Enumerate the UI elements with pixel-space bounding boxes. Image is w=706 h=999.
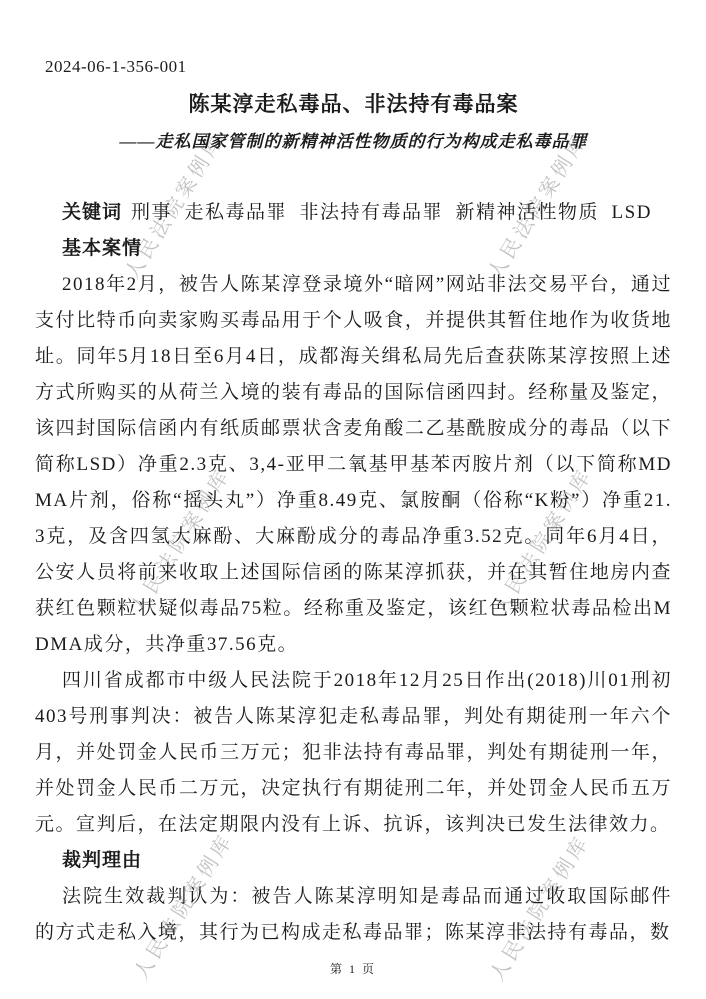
basic-facts-paragraph-1: 2018年2月，被告人陈某淳登录境外“暗网”网站非法交易平台，通过支付比特币向卖家购买毒品用于个人吸食，并提供其暂住地作为收货地址。同年5月18日至6月4日，成都海关缉私局先后查获陈某淳按照上述方式所购买的从荷兰入境的装有毒品的国际信函四封。经称量及鉴定，该四封国际信函内有纸质邮票状含麦角酸二乙基酰胺成分的毒品（以下简称LSD）净重2.3克、3,4-亚甲二氧基甲基苯丙胺片剂（以下简称MDMA片剂，俗称“摇头丸”）净重8.49克、氯胺酮（俗称“K粉”）净重21.3克，及含四氢大麻酚、大麻酚成分的毒品净重3.52克。同年6月4日，公安人员将前来收取上述国际信函的陈某淳抓获，并在其暂住地房内查获红色颗粒状疑似毒品75粒。经称重及鉴定，该红色颗粒状毒品检出MDMA成分，共净重37.56克。 <box>35 274 672 655</box>
keywords-line <box>35 195 672 231</box>
watermark-text: 人民法院案例库 <box>130 829 238 984</box>
watermark-text: 人民法院案例库 <box>121 129 229 284</box>
keywords-label: 关键词 <box>62 202 123 223</box>
case-subtitle: ——走私国家管制的新精神活性物质的行为构成走私毒品罪 <box>119 132 588 151</box>
section-heading-basic-facts: 基本案情 <box>62 238 143 259</box>
watermark-text: 人民法院案例库 <box>127 464 235 619</box>
basic-facts-paragraph-2: 四川省成都市中级人民法院于2018年12月25日作出(2018)川01刑初403号刑事判决：被告人陈某淳犯走私毒品罪，判处有期徒刑一年六个月，并处罚金人民币三万元；犯非法持有毒品罪，判处有期徒刑一年，并处罚金人民币二万元，决定执行有期徒刑二年，并处罚金人民币五万元。宣判后，在法定期限内没有上诉、抗诉，该判决已发生法律效力。 <box>35 670 672 835</box>
keywords-list: 刑事 走私毒品罪 非法持有毒品罪 新精神活性物质 LSD <box>131 202 652 223</box>
case-title: 陈某淳走私毒品、非法持有毒品案 <box>188 92 519 116</box>
judgment-reasons-paragraph-1: 法院生效裁判认为：被告人陈某淳明知是毒品而通过收取国际邮件的方式走私入境，其行为已构成走私毒品罪；陈某淳非法持有毒品，数 <box>35 886 672 943</box>
case-reference-number: 2024-06-1-356-001 <box>45 57 187 76</box>
watermark-text: 人民法院案例库 <box>484 129 592 284</box>
watermark-text: 人民法院案例库 <box>489 464 597 619</box>
section-heading-judgment-reasons: 裁判理由 <box>62 850 143 871</box>
page-number: 第 1 页 <box>329 962 376 976</box>
watermark-text: 人民法院案例库 <box>486 831 594 986</box>
